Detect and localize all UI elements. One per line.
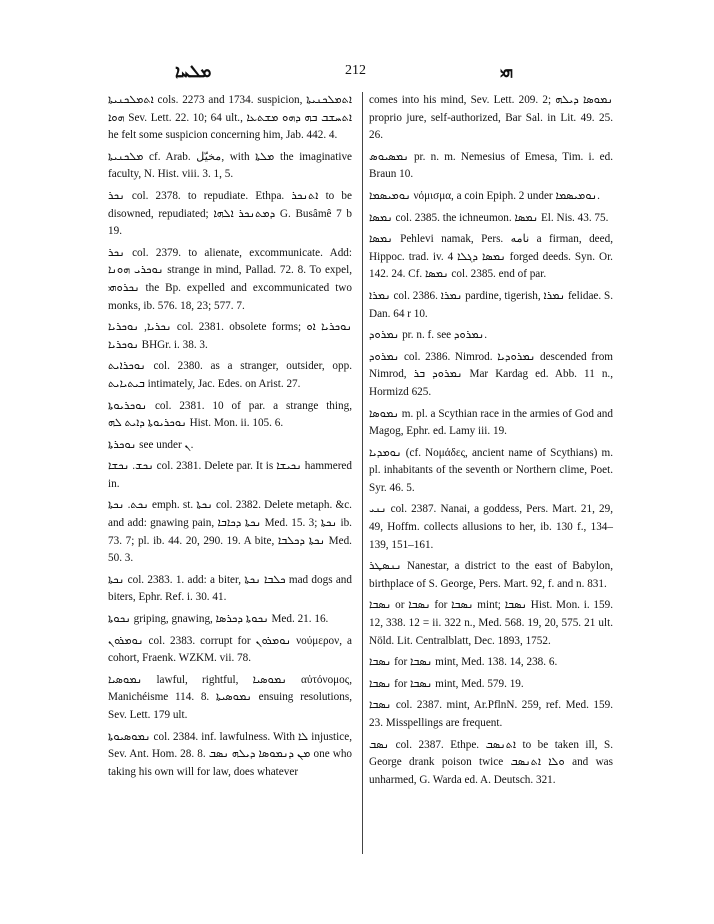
dictionary-entry: ܢܣܒܐ for ܢܣܒܐ mint, Med. 579. 19. <box>369 677 524 690</box>
dictionary-entry: ܢܡܘܣܝܘܬܐ col. 2384. inf. lawfulness. With ܠܐ injustice, Sev. Ant. Hom. 28. 8. ܡܢ ܕܢܡܘܣܐ ܕܝܠܗ ܢܣܒ one who taking his own will for law, does whatever <box>108 730 353 778</box>
dictionary-entry: ܢܡܘܣܝܐ lawful, rightful, ܢܡܘܣܝܐ αὐτόνομος, Manichéisme 114. 8. ܢܡܘܣܝܬܐ ensuing resolutions, Sev. Lett. 179 ult. <box>108 673 352 721</box>
dictionary-entry: ܢܡܘܣܐ m. pl. a Scythian race in the armies of God and Magog, Ephr. ed. Lamy iii. 19. <box>369 407 613 438</box>
dictionary-entry: ܢܡܣܝܘܣ pr. n. m. Nemesius of Emesa, Tim. i. ed. Braun 10. <box>369 150 613 181</box>
dictionary-entry: ܢܢܣܛܪ Nanestar, a district to the east of Babylon, birthplace of S. George, Pers. Mart. 92, f. and n. 831. <box>369 560 613 590</box>
dictionary-entry: comes into his mind, Sev. Lett. 209. 2; ܢܡܘܣܐ ܕܝܠܗ proprio jure, self-authorized, Bar Sal. in Lit. 49. 25. 26. <box>369 94 613 142</box>
right-column <box>369 92 613 793</box>
dictionary-entry: ܢܟܪ col. 2378. to repudiate. Ethpa. ܐܬܢܟܪ to be disowned, repudiated; ܕܡܬܢܟܪ ܐܠܗܐ G. Busâmê 7 b 19. <box>108 189 352 238</box>
dictionary-entry: ܢܢܝ col. 2387. Nanai, a goddess, Pers. Mart. 21, 29, 49, Hoffm. collects allusions to her, ib. 130 f., 134–139, 151–161. <box>369 503 613 551</box>
dictionary-entry: ܢܟܪ col. 2379. to alienate, excommunicate. Add: ܢܘܟܪܝ ܗܘܢܐ strange in mind, Pallad. 72. 8. To expel, ܢܟܪܘܗܝ the Bp. expelled and excommunicated two monks, ib. 576. 18, 23; 577. 7. <box>108 246 352 312</box>
dictionary-entry: ܢܣܒܐ or ܢܣܒܐ for ܢܣܒܐ mint; ܢܣܒܐ Hist. Mon. i. 159. 12, 338. 12 = ii. 322 n., Med. 568. 19, 20, 575. 21 ult. Nöld. Lit. Centralblatt, Dec. 1893, 1752. <box>369 599 613 647</box>
dictionary-entry: ܢܟܬ. ܢܟܬܐ emph. st. ܢܟܬܐ col. 2382. Delete metaph. &c. and add: gnawing pain, ܢܟܬܐ ܕܟܐܒܐ Med. 15. 3; ܢܟܬܐ ib. 73. 7; pl. ib. 44. 20, 290. 19. A bite, ܢܟܬܐ ܕܟܠܒܐ Med. 50. 3. <box>108 499 352 565</box>
dictionary-entry: ܡܠܟܢܝܬܐ cf. Arab. ‎مخيّل‎, with ܡܠܬܐ the imaginative faculty, N. Hist. viii. 3. 1, 5. <box>108 150 353 181</box>
dictionary-entry: ܢܘܡܪܘܢ col. 2383. corrupt for ܢܘܡܪܘܢ νούμερον, a cohort, Fraenk. WZKM. vii. 78. <box>108 634 352 665</box>
dictionary-entry: ܢܡܣܐ col. 2385. the ichneumon. ܢܡܣܐ El. Nis. 43. 75. <box>369 211 609 224</box>
dictionary-entry: ܢܡܣܐ Pehlevi namak, Pers. ‎نامه‎ a firman, deed, Hippoc. trad. iv. 4 ܢܡܣܐ ܕܓܠܐ forged deeds. Syn. Or. 142. 24. Cf. ܢܡܣܐ col. 2385. end of par. <box>369 233 613 281</box>
dictionary-entry: ܢܣܒܐ col. 2387. mint, Ar.PflnN. 259, ref. Med. 159. 23. Misspellings are frequent. <box>369 699 613 729</box>
dictionary-entry: ܢܘܟܪܝܘܬܐ col. 2381. 10 of par. a strange thing, ܢܘܟܪܝܘܬܐ ܕܐܝܬ ܠܗ Hist. Mon. ii. 105. 6. <box>108 399 352 430</box>
dictionary-entry: ܢܣܒܐ for ܢܣܒܐ mint, Med. 138. 14, 238. 6. <box>369 656 558 669</box>
dictionary-entry: ܢܡܪܘܕ pr. n. f. see ܢܡܪܘܕ. <box>369 329 488 342</box>
dictionary-entry: ܢܘܟܪܐܝܬ col. 2380. as a stranger, outsider, opp. ܒܝܬܝܐܝܬ intimately, Jac. Edes. on Arist. 27. <box>108 360 352 390</box>
page-number: 212 <box>345 63 366 78</box>
dictionary-entry: ܢܘܡܝܣܡܐ νόμισμα, a coin Epiph. 2 under ܢܘܡܝܣܡܐ. <box>369 189 600 202</box>
left-column <box>108 92 352 785</box>
dictionary-entry: ܢܘܟܪܬܐ see under ܢ. <box>108 438 194 451</box>
header-right-syriac: ܗܝ <box>500 62 514 82</box>
column-divider <box>362 92 363 854</box>
dictionary-entry: ܢܟܪܝܐ, ܢܘܟܪܝܐ col. 2381. obsolete forms; ܢܘܟܪܝܐ ܐܘ ܢܘܟܪܝܐ BHGr. i. 38. 3. <box>108 321 352 351</box>
header-left-syriac: ܡܠܚܐ <box>175 62 212 82</box>
dictionary-entry: ܢܟܘܬܐ griping, gnawing, ܢܟܘܬܐ ܕܟܪܣܐ Med. 21. 16. <box>108 613 329 626</box>
page-header <box>0 62 714 84</box>
dictionary-entry: ܢܘܡܕܝܐ (cf. Νομάδες, ancient name of Scythians) m. pl. inhabitants of the seventh or Northern clime, Poet. Syr. 46. 5. <box>369 446 613 494</box>
dictionary-entry: ܢܟܫ. ܢܟܫܐ col. 2381. Delete par. It is ܢܟܝܫܐ hammered in. <box>108 460 352 490</box>
dictionary-entry: ܐܬܡܠܟܢܝܬܐ cols. 2273 and 1734. suspicion, ܐܬܡܠܟܢܝܬܐ ܗܘܐ Sev. Lett. 22. 10; 64 ult., ܐܬܚܫܒ ܒܗ ܕܗܘ ܡܫܬܥܐ he felt some suspicion concerning him, Jab. 442. 4. <box>108 94 352 142</box>
dictionary-entry: ܢܡܪܘܕ col. 2386. Nimrod. ܢܡܪܘܕܝܐ descended from Nimrod, ܢܡܪܘܕ ܒܪ Mar Kardag ed. Abb. 11 n., Hormizd 625. <box>369 350 614 398</box>
dictionary-entry: ܢܣܒ col. 2387. Ethpe. ܐܬܢܣܒ to be taken ill, S. George drank poison twice ܘܠܐ ܐܬܢܣܒ and was unharmed, G. Warda ed. A. Deutsch. 321. <box>369 738 613 786</box>
dictionary-entry: ܢܡܪܐ col. 2386. ܢܡܪܐ pardine, tigerish, ܢܡܪܐ felidae. S. Dan. 64 r 10. <box>369 289 614 320</box>
dictionary-entry: ܢܟܬܐ col. 2383. 1. add: a biter, ܟܠܒܐ ܢܟܬܐ mad dogs and biters, Ephr. Ref. i. 30. 41. <box>108 573 352 604</box>
